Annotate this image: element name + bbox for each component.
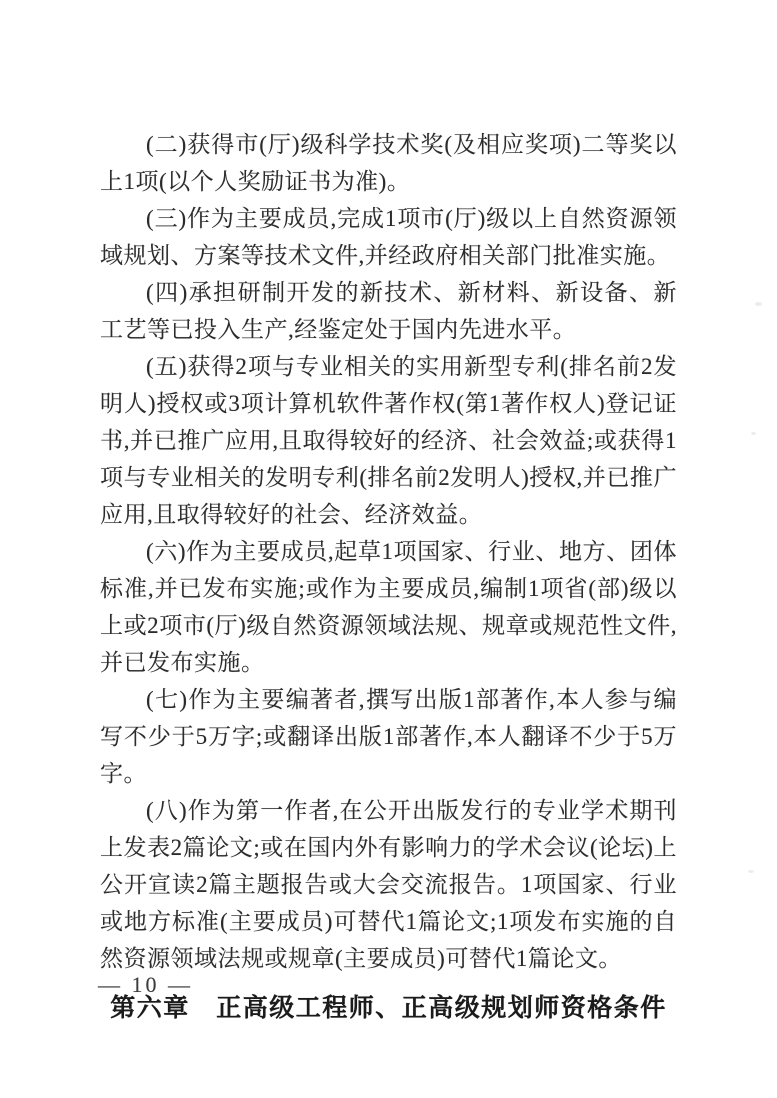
paragraph-item-8: (八)作为第一作者,在公开出版发行的专业学术期刊上发表2篇论文;或在国内外有影响力的学术会议(论坛)上公开宣读2篇主题报告或大会交流报告。1项国家、行业或地方标准(主要成员)可替代1篇论文;1项发布实施的自然资源领域法规或规章(主要成员)可替代1篇论文。 xyxy=(100,798,677,971)
paragraph-item-3: (三)作为主要成员,完成1项市(厅)级以上自然资源领域规划、方案等技术文件,并经政府相关部门批准实施。 xyxy=(100,206,677,268)
document-body xyxy=(100,126,677,1027)
paragraph-item-2: (二)获得市(厅)级科学技术奖(及相应奖项)二等奖以上1项(以个人奖励证书为准)。 xyxy=(100,132,677,194)
chapter-heading: 第六章 正高级工程师、正高级规划师资格条件 xyxy=(110,995,667,1022)
paragraph-item-7: (七)作为主要编著者,撰写出版1部著作,本人参与编写不少于5万字;或翻译出版1部著作,本人翻译不少于5万字。 xyxy=(100,687,677,786)
paragraph-item-5: (五)获得2项与专业相关的实用新型专利(排名前2发明人)授权或3项计算机软件著作权(第1著作权人)登记证书,并已推广应用,且取得较好的经济、社会效益;或获得1项与专业相关的发明专利(排名前2发明人)授权,并已推广应用,且取得较好的社会、经济效益。 xyxy=(100,354,677,527)
scan-artifact xyxy=(755,302,762,306)
scan-artifact xyxy=(751,432,756,435)
paragraph-item-4: (四)承担研制开发的新技术、新材料、新设备、新工艺等已投入生产,经鉴定处于国内先进水平。 xyxy=(100,280,677,342)
scan-artifact xyxy=(748,870,754,873)
paragraph-item-6: (六)作为主要成员,起草1项国家、行业、地方、团体标准,并已发布实施;或作为主要成员,编制1项省(部)级以上或2项市(厅)级自然资源领域法规、规章或规范性文件,并已发布实施。 xyxy=(100,539,677,675)
page-number: — 10 — xyxy=(98,972,193,997)
